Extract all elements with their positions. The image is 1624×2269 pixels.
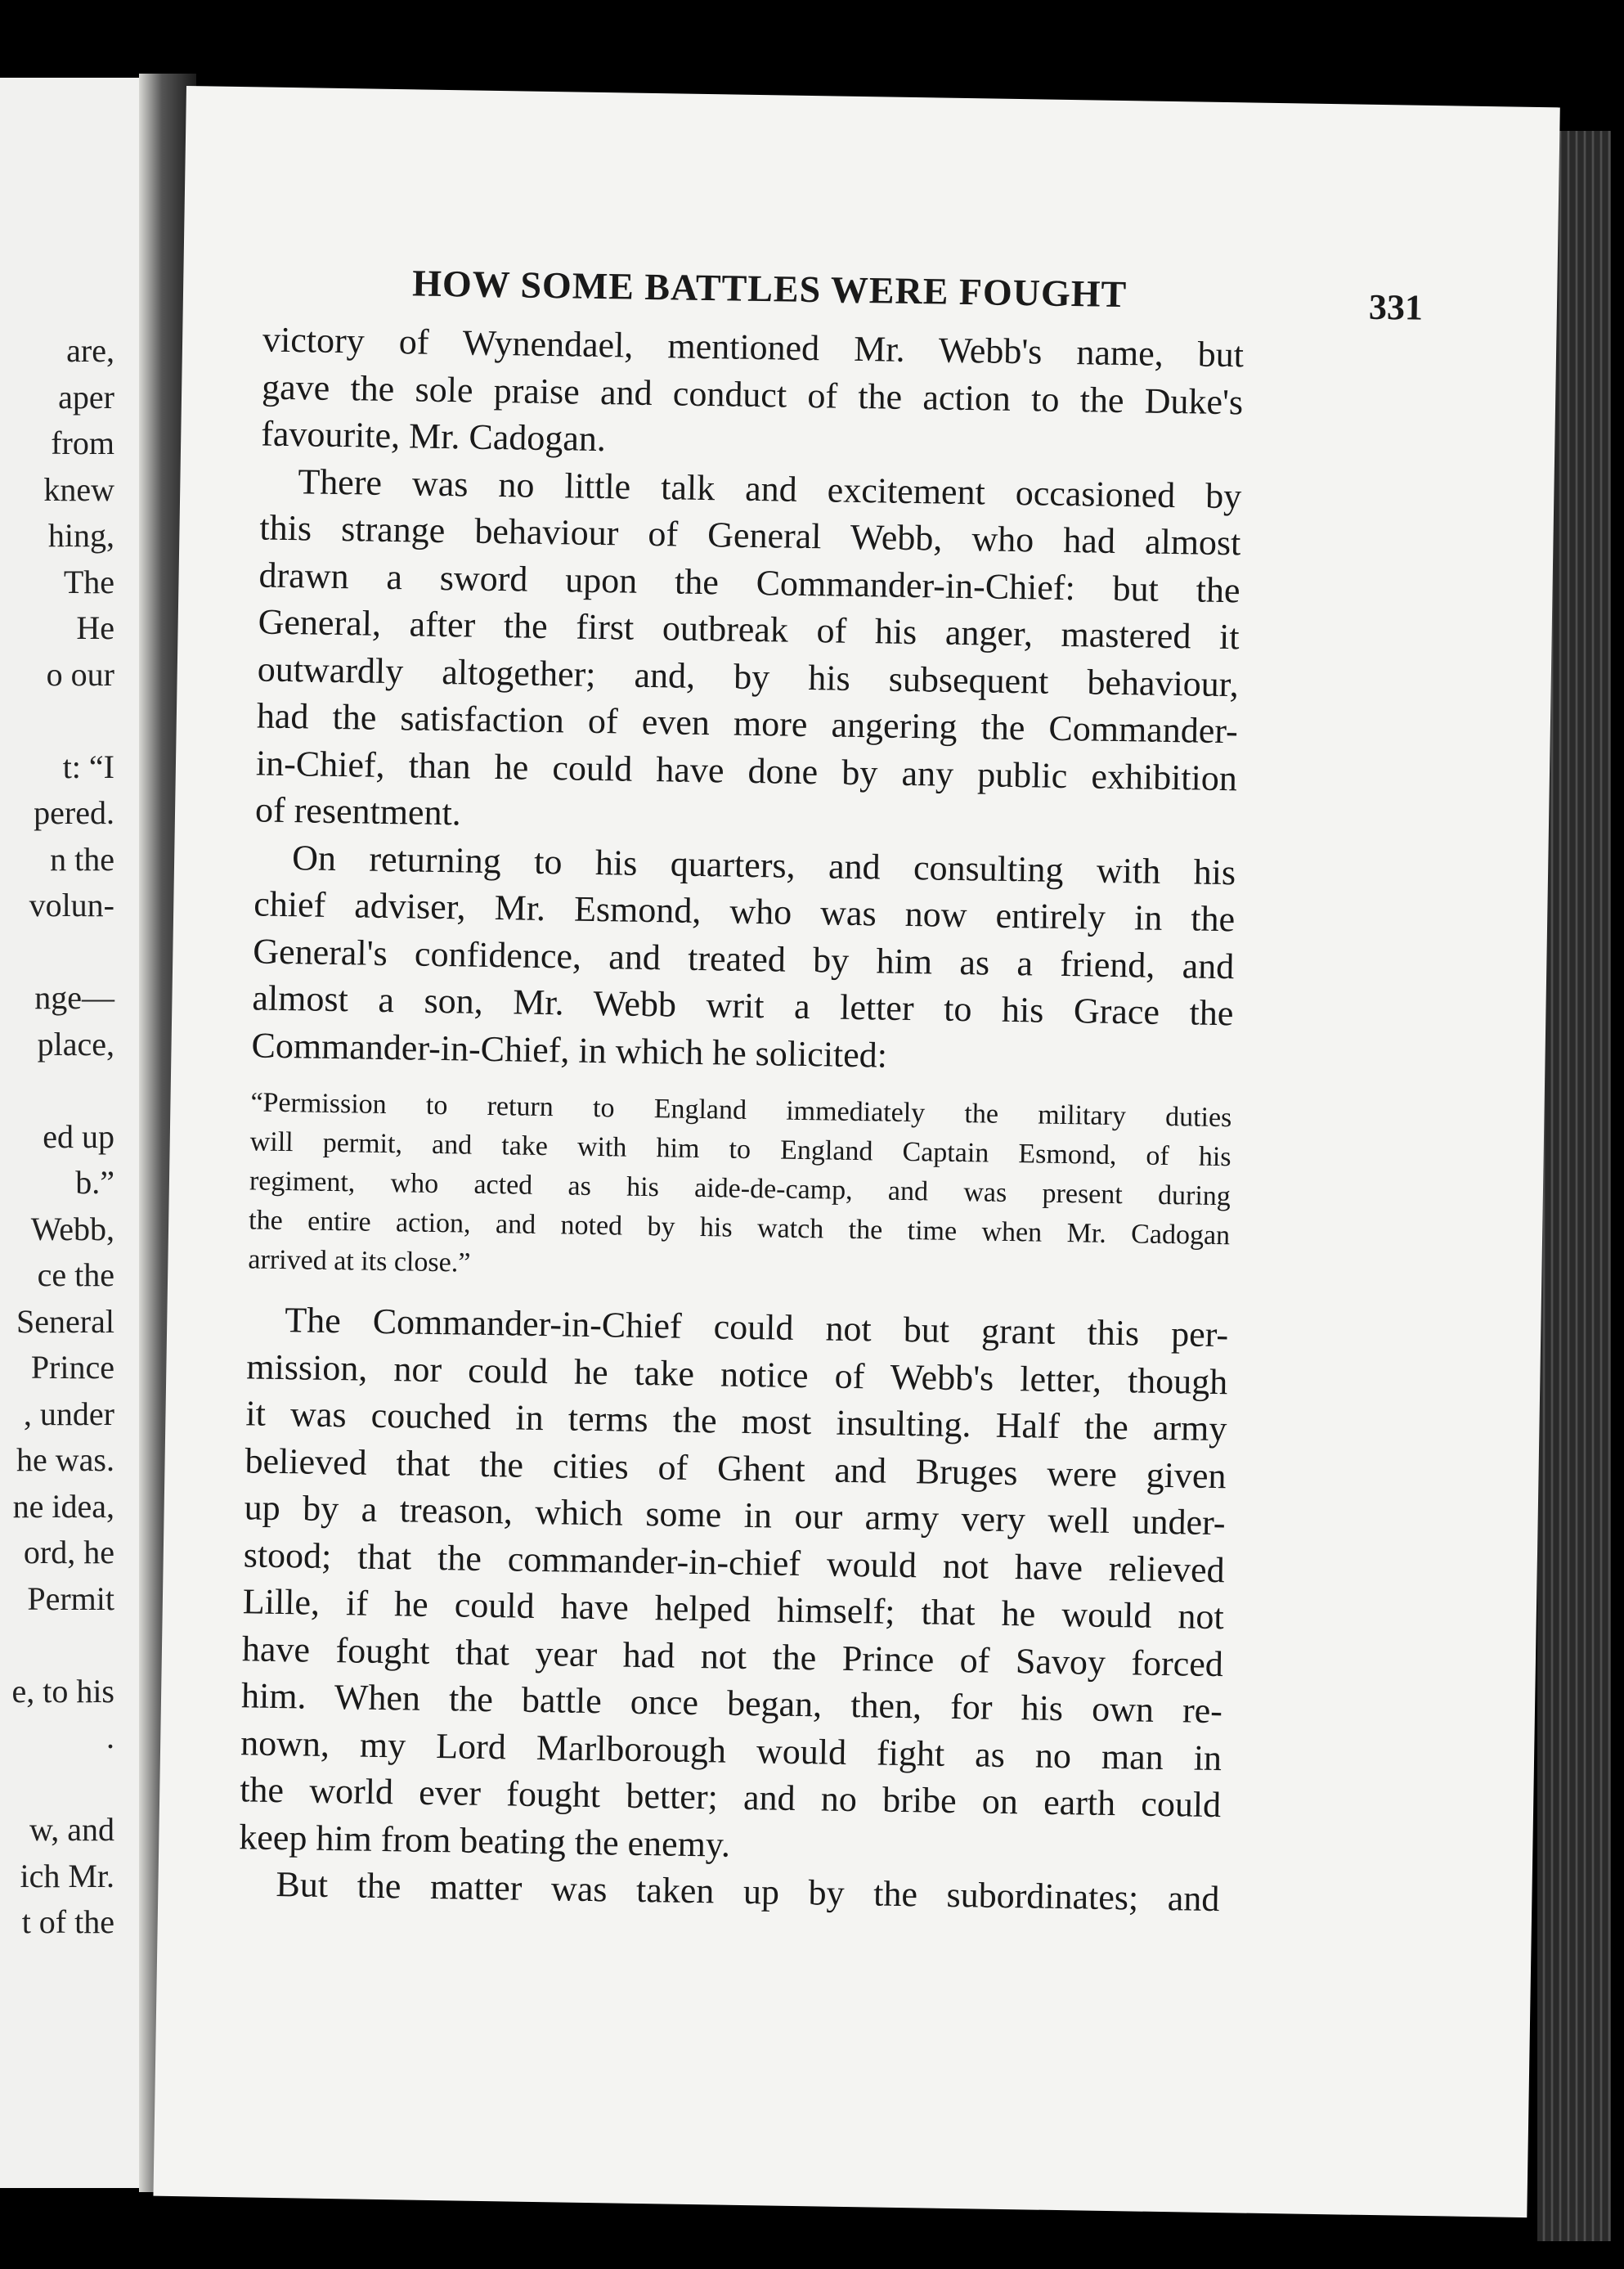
text-line: the world ever fought better; and no bribe on earth could — [239, 1769, 1222, 1826]
left-page-line-fragment: e, to his — [11, 1672, 114, 1710]
left-page-line-fragment: from — [51, 425, 114, 461]
left-page-line-fragment: aper — [58, 378, 114, 416]
paragraph-1 — [261, 317, 1245, 473]
text-line: of resentment. — [254, 789, 462, 833]
left-page-line-fragment: pered. — [34, 794, 114, 831]
left-page-line-fragment: ed up — [43, 1117, 114, 1155]
text-line: drawn a sword upon the Commander-in-Chief: but the — [258, 554, 1240, 610]
left-page-line-fragment: ce the — [37, 1256, 114, 1293]
text-line: it was couched in terms the most insulting. Half the army — [245, 1393, 1227, 1449]
text-line: But the matter was taken up by the subordinates; and — [276, 1863, 1220, 1920]
text-line: have fought that year had not the Prince of Savoy forced — [241, 1628, 1224, 1684]
left-page-line-fragment: nge— — [34, 979, 114, 1016]
left-page-line-fragment: b.” — [75, 1164, 114, 1201]
left-page-line-fragment: He — [76, 609, 114, 646]
text-line: stood; that the commander-in-chief would not have relieved — [243, 1534, 1226, 1590]
text-line: victory of Wynendael, mentioned Mr. Webb's name, but — [262, 319, 1245, 375]
text-line: gave the sole praise and conduct of the action to the Duke's — [261, 366, 1244, 422]
left-page-line-fragment: t: “I — [62, 748, 114, 785]
running-head: HOW SOME BATTLES WERE FOUGHT — [411, 262, 1128, 316]
text-line: outwardly altogether; and, by his subsequent behaviour, — [257, 648, 1240, 704]
left-page-line-fragment: Webb, — [30, 1210, 114, 1247]
page-text — [238, 317, 1244, 1923]
paragraph-3 — [251, 833, 1236, 1084]
text-line: General's confidence, and treated by him as a friend, and — [253, 930, 1235, 986]
left-page-line-fragment: place, — [37, 1025, 114, 1063]
text-line: had the satisfaction of even more angering the Commander- — [256, 695, 1239, 752]
left-page-line-fragment: Permit — [27, 1579, 114, 1617]
page-331 — [153, 86, 1559, 2217]
quote-line: the entire action, and noted by his watch the time when Mr. Cadogan — [248, 1205, 1231, 1251]
text-line: General, after the first outbreak of his anger, mastered it — [258, 601, 1240, 658]
text-line: in-Chief, than he could have done by any public exhibition — [255, 742, 1238, 798]
left-page-line-fragment: ne idea, — [12, 1487, 114, 1525]
left-page-line-fragment: Seneral — [16, 1302, 114, 1340]
text-line: up by a treason, which some in our army very well under- — [244, 1487, 1226, 1543]
left-page-line-fragment: n the — [50, 840, 114, 878]
paragraph-4 — [239, 1296, 1229, 1876]
quote-line: arrived at its close.” — [248, 1244, 471, 1278]
left-page-line-fragment: Prince — [30, 1349, 114, 1386]
paragraph-2 — [255, 457, 1242, 849]
quote-line: “Permission to return to England immediately the military duties — [250, 1087, 1232, 1134]
left-page-line-fragment: , under — [23, 1395, 114, 1432]
left-page-line-fragment: hing, — [47, 517, 114, 554]
left-page-line-fragment: are, — [66, 332, 114, 369]
text-line: keep him from beating the enemy. — [239, 1816, 731, 1865]
text-line: Commander-in-Chief, in which he solicited: — [251, 1024, 888, 1076]
left-page-line-fragment: o our — [46, 655, 114, 693]
left-page-line-fragment: . — [106, 1719, 114, 1755]
left-page-line-fragment: The — [63, 563, 114, 600]
text-line: On returning to his quarters, and consulting with his — [291, 837, 1236, 892]
page-number: 331 — [1368, 286, 1424, 328]
left-page-line-fragment: knew — [43, 470, 114, 508]
left-page-line-fragment: volun- — [29, 887, 114, 923]
left-page-line-fragment: he was. — [16, 1441, 114, 1478]
block-quotation — [248, 1083, 1232, 1295]
text-line: There was no little talk and excitement occasioned by — [298, 461, 1242, 516]
quote-line: will permit, and take with him to England Captain Esmond, of his — [249, 1126, 1231, 1173]
left-page-line-fragment: t of the — [21, 1903, 114, 1940]
text-line: this strange behaviour of General Webb, who had almost — [259, 507, 1241, 564]
text-line: chief adviser, Mr. Esmond, who was now entirely in the — [253, 883, 1236, 940]
text-line: almost a son, Mr. Webb writ a letter to his Grace the — [252, 977, 1234, 1034]
text-line: Lille, if he could have helped himself; that he would not — [242, 1581, 1225, 1638]
text-line: mission, nor could he take notice of Webb's letter, though — [246, 1346, 1228, 1402]
left-page-line-fragment: w, and — [29, 1811, 114, 1848]
left-page-line-fragment: ord, he — [23, 1534, 114, 1570]
quote-line: regiment, who acted as his aide-de-camp, and was present during — [249, 1166, 1231, 1212]
text-line: favourite, Mr. Cadogan. — [260, 413, 607, 460]
left-page-line-fragment: ich Mr. — [20, 1857, 114, 1894]
text-line: him. When the battle once began, then, for his own re- — [240, 1675, 1223, 1732]
text-line: believed that the cities of Ghent and Bruges were given — [244, 1440, 1227, 1496]
text-line: nown, my Lord Marlborough would fight as no man in — [240, 1722, 1222, 1778]
text-line: The Commander-in-Chief could not but grant this per- — [284, 1300, 1229, 1355]
